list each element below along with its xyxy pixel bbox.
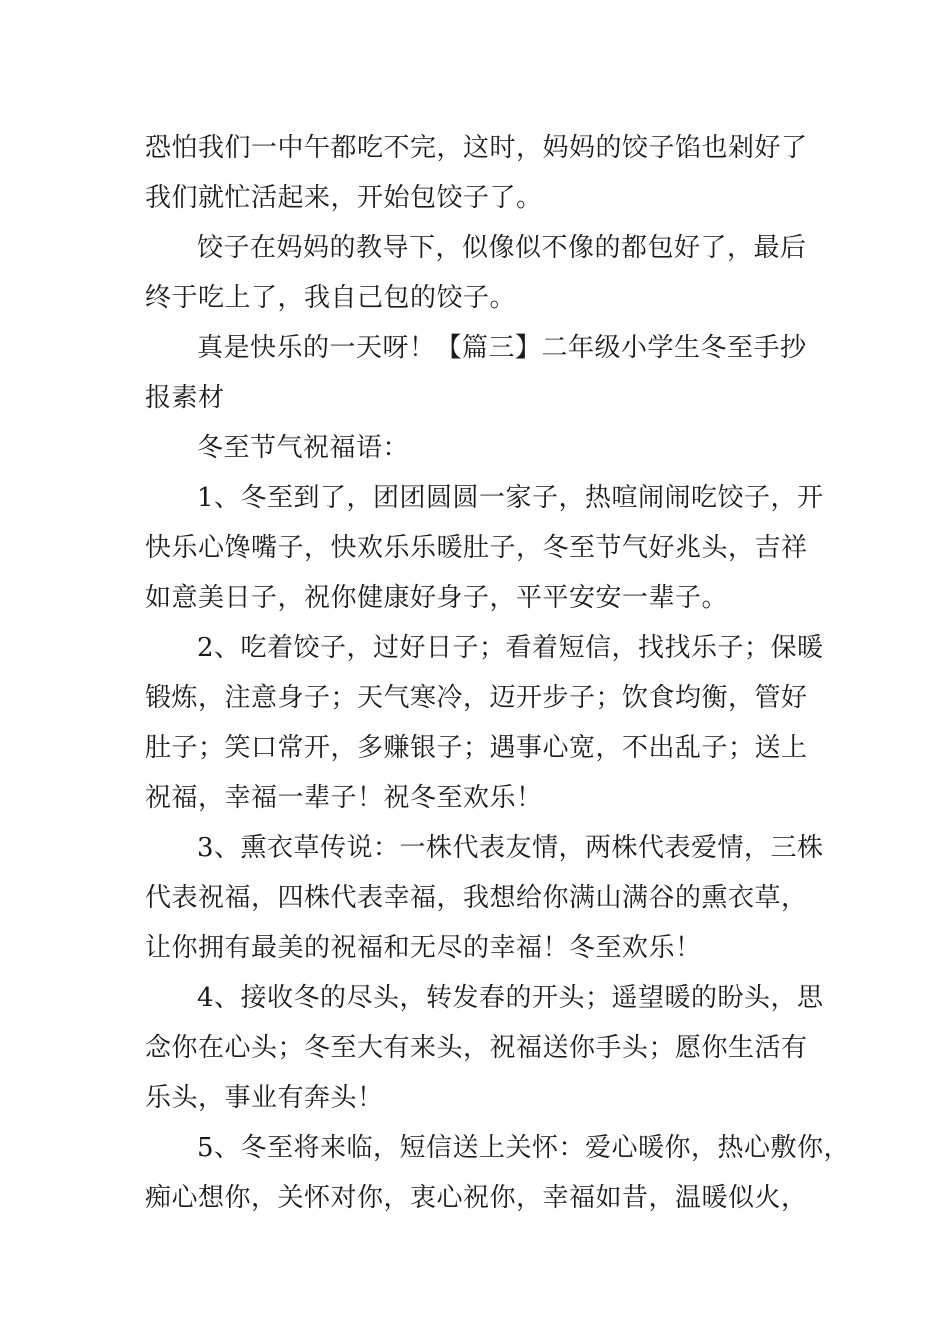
paragraph-start-line: 2、吃着饺子，过好日子；看着短信，找找乐子；保暖 — [197, 633, 824, 663]
paragraph-start-line: 4、接收冬的尽头，转发春的开头；遥望暖的盼头，思 — [197, 983, 824, 1013]
text-line: 肚子；笑口常开，多赚银子；遇事心宽，不出乱子；送上 — [145, 733, 808, 763]
text-line: 祝福，幸福一辈子！祝冬至欢乐！ — [145, 783, 543, 813]
text-line: 让你拥有最美的祝福和无尽的幸福！冬至欢乐！ — [145, 933, 702, 963]
text-line: 代表祝福，四株代表幸福，我想给你满山满谷的熏衣草， — [145, 883, 808, 913]
text-line: 锻炼，注意身子；天气寒冷，迈开步子；饮食均衡，管好 — [145, 683, 808, 713]
paragraph-start-line: 真是快乐的一天呀！【篇三】二年级小学生冬至手抄 — [197, 333, 807, 363]
text-line: 快乐心馋嘴子，快欢乐乐暖肚子，冬至节气好兆头，吉祥 — [145, 533, 808, 563]
text-line: 终于吃上了，我自己包的饺子。 — [145, 283, 517, 313]
paragraph-start-line: 饺子在妈妈的教导下，似像似不像的都包好了，最后 — [197, 233, 807, 263]
text-line: 恐怕我们一中午都吃不完，这时，妈妈的饺子馅也剁好了 — [145, 133, 808, 163]
paragraph-start-line: 3、熏衣草传说：一株代表友情，两株代表爱情，三株 — [197, 833, 824, 863]
section-heading: 冬至节气祝福语： — [197, 433, 410, 463]
text-line: 我们就忙活起来，开始包饺子了。 — [145, 183, 543, 213]
paragraph-start-line: 5、冬至将来临，短信送上关怀：爱心暖你，热心敷你， — [197, 1133, 851, 1163]
text-line: 如意美日子，祝你健康好身子，平平安安一辈子。 — [145, 583, 729, 613]
text-line: 报素材 — [145, 383, 225, 413]
text-line: 乐头，事业有奔头！ — [145, 1083, 384, 1113]
paragraph-start-line: 1、冬至到了，团团圆圆一家子，热喧闹闹吃饺子，开 — [197, 483, 824, 513]
text-line: 念你在心头；冬至大有来头，祝福送你手头；愿你生活有 — [145, 1033, 808, 1063]
text-line: 痴心想你，关怀对你，衷心祝你，幸福如昔，温暖似火， — [145, 1183, 808, 1213]
